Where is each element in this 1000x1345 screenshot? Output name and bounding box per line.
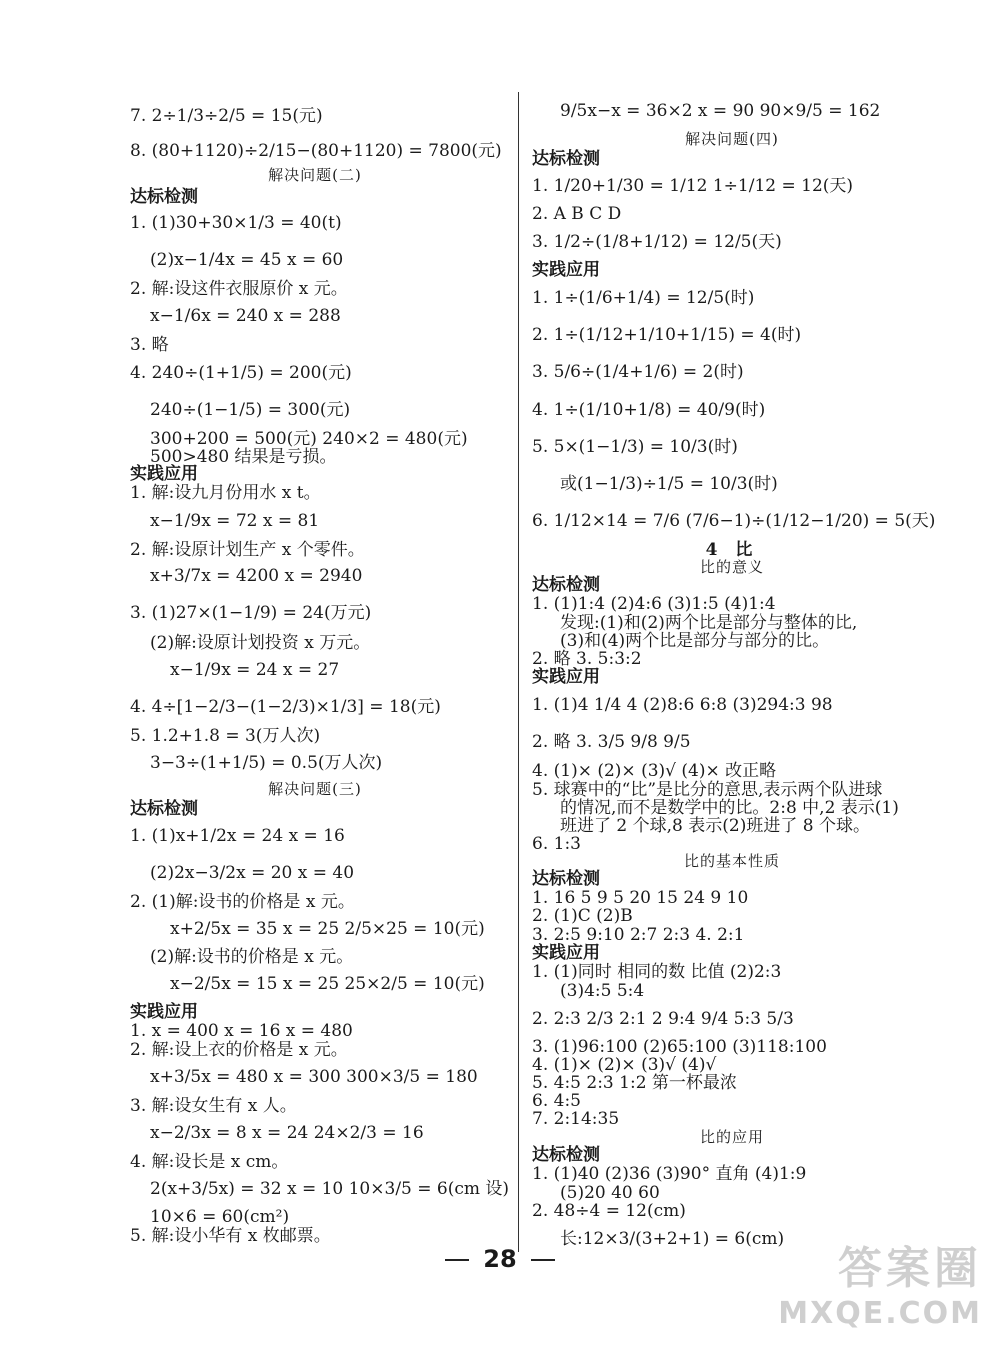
section-heading: 达标检测 bbox=[532, 575, 600, 595]
answer-line: 1. x = 400 x = 16 x = 480 bbox=[130, 1021, 353, 1041]
answer-line: x+3/7x = 4200 x = 2940 bbox=[150, 566, 363, 586]
section-heading: 达标检测 bbox=[532, 869, 600, 889]
section-heading: 达标检测 bbox=[130, 799, 198, 819]
answer-line: 2. (1)解:设书的价格是 x 元。 bbox=[130, 892, 355, 912]
answer-line: 8. (80+1120)÷2/15−(80+1120) = 7800(元) bbox=[130, 141, 502, 161]
dash-right bbox=[531, 1259, 555, 1261]
section-title: 解决问题(三) bbox=[268, 780, 362, 798]
answer-line: 6. 1:3 bbox=[532, 834, 581, 854]
answer-line: 2. (1)C (2)B bbox=[532, 906, 633, 926]
answer-line: 4. 4÷[1−2/3−(1−2/3)×1/3] = 18(元) bbox=[130, 697, 441, 717]
answer-line: 1. 1/20+1/30 = 1/12 1÷1/12 = 12(天) bbox=[532, 176, 854, 196]
answer-line: 2. 略 3. 5:3:2 bbox=[532, 649, 642, 669]
watermark-logo bbox=[778, 1232, 982, 1331]
answer-line: 2. 2:3 2/3 2:1 2 9:4 9/4 5:3 5/3 bbox=[532, 1009, 794, 1029]
answer-line: 240÷(1−1/5) = 300(元) bbox=[150, 400, 351, 420]
answer-line: 3. 解:设女生有 x 人。 bbox=[130, 1096, 297, 1116]
answer-line: x−1/9x = 72 x = 81 bbox=[150, 511, 320, 531]
section-heading: 达标检测 bbox=[532, 149, 600, 169]
column-divider bbox=[518, 92, 519, 1252]
answer-line: (2)2x−3/2x = 20 x = 40 bbox=[150, 863, 355, 883]
answer-line: x−2/5x = 15 x = 25 25×2/5 = 10(元) bbox=[170, 974, 485, 994]
answer-line: (5)20 40 60 bbox=[560, 1183, 660, 1203]
section-heading: 实践应用 bbox=[532, 260, 600, 280]
answer-line: 1. (1)4 1/4 4 (2)8:6 6:8 (3)294:3 98 bbox=[532, 695, 833, 715]
answer-line: x+2/5x = 35 x = 25 2/5×25 = 10(元) bbox=[170, 919, 485, 939]
section-heading: 实践应用 bbox=[532, 943, 600, 963]
answer-line: 5. 1.2+1.8 = 3(万人次) bbox=[130, 726, 321, 746]
section-title: 4 比 bbox=[705, 540, 759, 560]
section-heading: 达标检测 bbox=[532, 1145, 600, 1165]
answer-line: 4. (1)× (2)× (3)√ (4)√ bbox=[532, 1055, 717, 1075]
dash-left bbox=[445, 1259, 469, 1261]
answer-line: 2. 解:设上衣的价格是 x 元。 bbox=[130, 1040, 348, 1060]
answer-line: (2)解:设书的价格是 x 元。 bbox=[150, 947, 354, 967]
answer-line: 3. 略 bbox=[130, 335, 169, 355]
answer-line: 7. 2÷1/3÷2/5 = 15(元) bbox=[130, 106, 323, 126]
answer-line: x−1/6x = 240 x = 288 bbox=[150, 306, 341, 326]
answer-line: 1. (1)同时 相同的数 比值 (2)2:3 bbox=[532, 962, 782, 982]
answer-line: 500>480 结果是亏损。 bbox=[150, 447, 337, 467]
answer-line: 长:12×3/(3+2+1) = 6(cm) bbox=[560, 1229, 785, 1249]
answer-line: 班进了 2 个球,8 表示(2)班进了 8 个球。 bbox=[560, 816, 870, 836]
page-number-text: 28 bbox=[483, 1245, 517, 1273]
answer-line: 4. (1)× (2)× (3)√ (4)× 改正略 bbox=[532, 761, 777, 781]
section-title: 解决问题(四) bbox=[685, 130, 779, 148]
answer-line: (3)4:5 5:4 bbox=[560, 981, 645, 1001]
section-heading: 实践应用 bbox=[532, 667, 600, 687]
answer-line: 1. (1)30+30×1/3 = 40(t) bbox=[130, 213, 342, 233]
section-heading: 达标检测 bbox=[130, 187, 198, 207]
answer-line: 4. 解:设长是 x cm。 bbox=[130, 1152, 289, 1172]
section-heading: 实践应用 bbox=[130, 464, 198, 484]
answer-line: 的情况,而不是数学中的比。2:8 中,2 表示(1) bbox=[560, 798, 899, 818]
answer-line: 1. (1)x+1/2x = 24 x = 16 bbox=[130, 826, 345, 846]
answer-line: 2. 48÷4 = 12(cm) bbox=[532, 1201, 686, 1221]
answer-line: 3. 5/6÷(1/4+1/6) = 2(时) bbox=[532, 362, 744, 382]
section-title: 比的意义 bbox=[699, 558, 764, 576]
answer-line: 2. A B C D bbox=[532, 204, 622, 224]
answer-line: 2(x+3/5x) = 32 x = 10 10×3/5 = 6(cm 设) bbox=[150, 1179, 510, 1199]
answer-line: 或(1−1/3)÷1/5 = 10/3(时) bbox=[560, 474, 778, 494]
watermark-line-2: MXQE.COM bbox=[778, 1296, 982, 1331]
answer-line: (2)解:设原计划投资 x 万元。 bbox=[150, 633, 371, 653]
answer-line: 300+200 = 500(元) 240×2 = 480(元) bbox=[150, 429, 468, 449]
answer-line: 6. 1/12×14 = 7/6 (7/6−1)÷(1/12−1/20) = 5(天) bbox=[532, 511, 936, 531]
section-heading: 实践应用 bbox=[130, 1002, 198, 1022]
answer-line: 3. (1)96:100 (2)65:100 (3)118:100 bbox=[532, 1037, 827, 1057]
answer-line: (3)和(4)两个比是部分与部分的比。 bbox=[560, 631, 830, 651]
answer-line: x−1/9x = 24 x = 27 bbox=[170, 660, 340, 680]
answer-line: 2. 1÷(1/12+1/10+1/15) = 4(时) bbox=[532, 325, 802, 345]
answer-line: x−2/3x = 8 x = 24 24×2/3 = 16 bbox=[150, 1123, 424, 1143]
answer-line: 5. 解:设小华有 x 枚邮票。 bbox=[130, 1226, 331, 1246]
watermark-line-1: 答案圈 bbox=[838, 1243, 982, 1294]
answer-line: 6. 4:5 bbox=[532, 1091, 581, 1111]
answer-line: 1. (1)1:4 (2)4:6 (3)1:5 (4)1:4 bbox=[532, 594, 776, 614]
answer-line: (2)x−1/4x = 45 x = 60 bbox=[150, 250, 344, 270]
answer-line: 2. 略 3. 3/5 9/8 9/5 bbox=[532, 732, 691, 752]
answer-line: 3. 2:5 9:10 2:7 2:3 4. 2:1 bbox=[532, 925, 745, 945]
answer-line: 1. 解:设九月份用水 x t。 bbox=[130, 483, 321, 503]
answer-line: 9/5x−x = 36×2 x = 90 90×9/5 = 162 bbox=[560, 101, 881, 121]
answer-line: 4. 1÷(1/10+1/8) = 40/9(时) bbox=[532, 400, 766, 420]
section-title: 比的基本性质 bbox=[683, 852, 780, 870]
answer-line: 1. 1÷(1/6+1/4) = 12/5(时) bbox=[532, 288, 755, 308]
answer-line: 5. 球赛中的“比”是比分的意思,表示两个队进球 bbox=[532, 780, 883, 800]
answer-line: 发现:(1)和(2)两个比是部分与整体的比, bbox=[560, 613, 858, 633]
answer-line: x+3/5x = 480 x = 300 300×3/5 = 180 bbox=[150, 1067, 478, 1087]
section-title: 解决问题(二) bbox=[268, 166, 362, 184]
answer-line: 3. (1)27×(1−1/9) = 24(万元) bbox=[130, 603, 372, 623]
answer-line: 3. 1/2÷(1/8+1/12) = 12/5(天) bbox=[532, 232, 782, 252]
answer-line: 7. 2:14:35 bbox=[532, 1109, 620, 1129]
answer-line: 4. 240÷(1+1/5) = 200(元) bbox=[130, 363, 352, 383]
answer-line: 10×6 = 60(cm²) bbox=[150, 1207, 290, 1227]
answer-line: 5. 4:5 2:3 1:2 第一杯最浓 bbox=[532, 1073, 737, 1093]
answer-line: 5. 5×(1−1/3) = 10/3(时) bbox=[532, 437, 738, 457]
section-title: 比的应用 bbox=[699, 1128, 764, 1146]
answer-line: 1. 16 5 9 5 20 15 24 9 10 bbox=[532, 888, 749, 908]
answer-line: 1. (1)40 (2)36 (3)90° 直角 (4)1:9 bbox=[532, 1164, 807, 1184]
answer-line: 2. 解:设这件衣服原价 x 元。 bbox=[130, 279, 348, 299]
answer-line: 2. 解:设原计划生产 x 个零件。 bbox=[130, 540, 365, 560]
answer-line: 3−3÷(1+1/5) = 0.5(万人次) bbox=[150, 753, 383, 773]
